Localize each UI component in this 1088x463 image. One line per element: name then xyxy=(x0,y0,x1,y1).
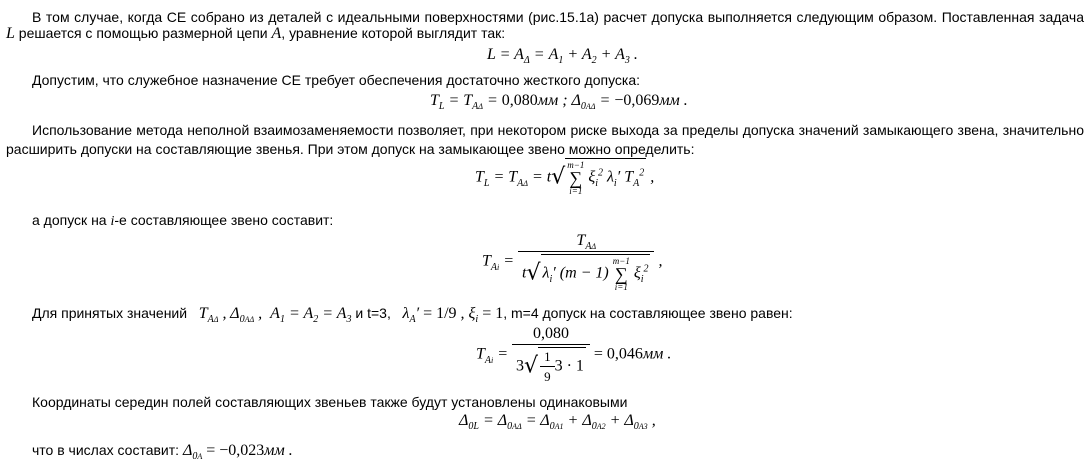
paragraph-4 xyxy=(6,212,1084,230)
paragraph-1-end: , уравнение которой выглядит так: xyxy=(281,25,506,41)
equation-tolerance: $T_L = T_{A\Delta} = 0,080мм$ ; $\Delta_{0A\Delta} = -0,069мм$ . xyxy=(430,92,688,113)
paragraph-3: Использование метода неполной взаимозаменяемости позволяет, при некотором риске выхода за пределы допуска значений замыкающего звена, значительно расширить допуски на составляющие звенья. При этом допуск на замыкающее звено можно определить: xyxy=(6,122,1084,157)
lambda-value: = 1/9 xyxy=(423,305,457,322)
result-value: = 0,046 xyxy=(593,345,643,363)
var-i: i xyxy=(110,214,115,229)
var-L: L xyxy=(6,25,15,42)
midpoint-value: −0,069 xyxy=(614,92,660,109)
paragraph-7: что в числах составит: $\Delta_{0A} = -0,023мм$ . xyxy=(32,442,293,463)
paragraph-7-text: что в числах составит: xyxy=(32,442,180,458)
paragraph-6: Координаты середин полей составляющих звеньев также будут установлены одинаковыми xyxy=(32,394,628,410)
paragraph-1-text: В том случае, когда СЕ собрано из деталей с идеальными поверхностями (рис.15.1а) расчет допуска выполняется следующим образом. Поставленная задача xyxy=(32,9,1084,25)
equation-closing-tolerance: $T_L = T_{A\Delta} = t√$ m−1 ∑ i=1 $\xi_i^2$ $\lambda_i'$ $T_A^2$ , xyxy=(475,160,655,196)
unit-mm-4: мм xyxy=(264,442,285,459)
unit-mm-2: мм xyxy=(659,92,680,109)
paragraph-5: Для принятых значений $T_{A\Delta}$ , $\Delta_{0A\Delta}$ , $A_1 = A_2 = A_3$ и t=3, $\lambda_A' = 1/9$ , $\xi_i = 1$, m=4 допуск на составляющее звено равен: xyxy=(32,305,793,326)
fraction-component: $T_{A\Delta}$ t√ $\lambda_i'$ (m − 1) m−1 ∑ i=1 $\xi_i^2$ xyxy=(518,232,654,292)
coef-3: 3 xyxy=(516,357,525,375)
unit-mm-3: мм xyxy=(642,345,664,363)
equation-component-tolerance: $T_{Ai}$ = $T_{A\Delta}$ t√ $\lambda_i'$ (m − 1) m−1 ∑ i=1 $\xi_i^2$ , xyxy=(482,232,663,292)
paragraph-4-a: а допуск на xyxy=(32,212,107,228)
fraction-numeric: 0,080 3√ $\frac{1}{9}$ 3 · 1 xyxy=(512,325,590,385)
paragraph-1-mid: решается с помощью размерной цепи xyxy=(18,25,268,41)
equation-numeric-tolerance: $T_{Ai}$ = 0,080 3√ $\frac{1}{9}$ 3 · 1 = 0,046мм . xyxy=(476,325,672,384)
var-A: A xyxy=(271,25,282,42)
paragraph-1 xyxy=(6,9,1084,42)
paragraph-5-end: , m=4 допуск на составляющее звено равен: xyxy=(503,305,793,321)
tolerance-value: 0,080 xyxy=(501,92,538,109)
paragraph-2: Допустим, что служебное назначение СЕ требует обеспечения достаточно жесткого допуска: xyxy=(32,72,641,88)
numerator-value: 0,080 xyxy=(532,325,569,342)
paragraph-5-a: Для принятых значений xyxy=(32,305,188,321)
paragraph-5-t: и t=3, xyxy=(355,305,391,321)
equation-midpoints: $\Delta_{0L} = \Delta_{0A\Delta} = \Delta_{0A1} + \Delta_{0A2} + \Delta_{0A3}$ , xyxy=(459,412,656,433)
paragraph-4-b: -е составляющее звено составит: xyxy=(114,212,334,228)
equation-chain: $L = A_\Delta = A_1 + A_2 + A_3$ . xyxy=(487,46,638,67)
xi-value: = 1 xyxy=(482,305,504,322)
unit-mm-1: мм xyxy=(537,92,559,109)
final-value: = −0,023 xyxy=(206,442,265,459)
coef-3x1: 3 · 1 xyxy=(554,357,584,375)
